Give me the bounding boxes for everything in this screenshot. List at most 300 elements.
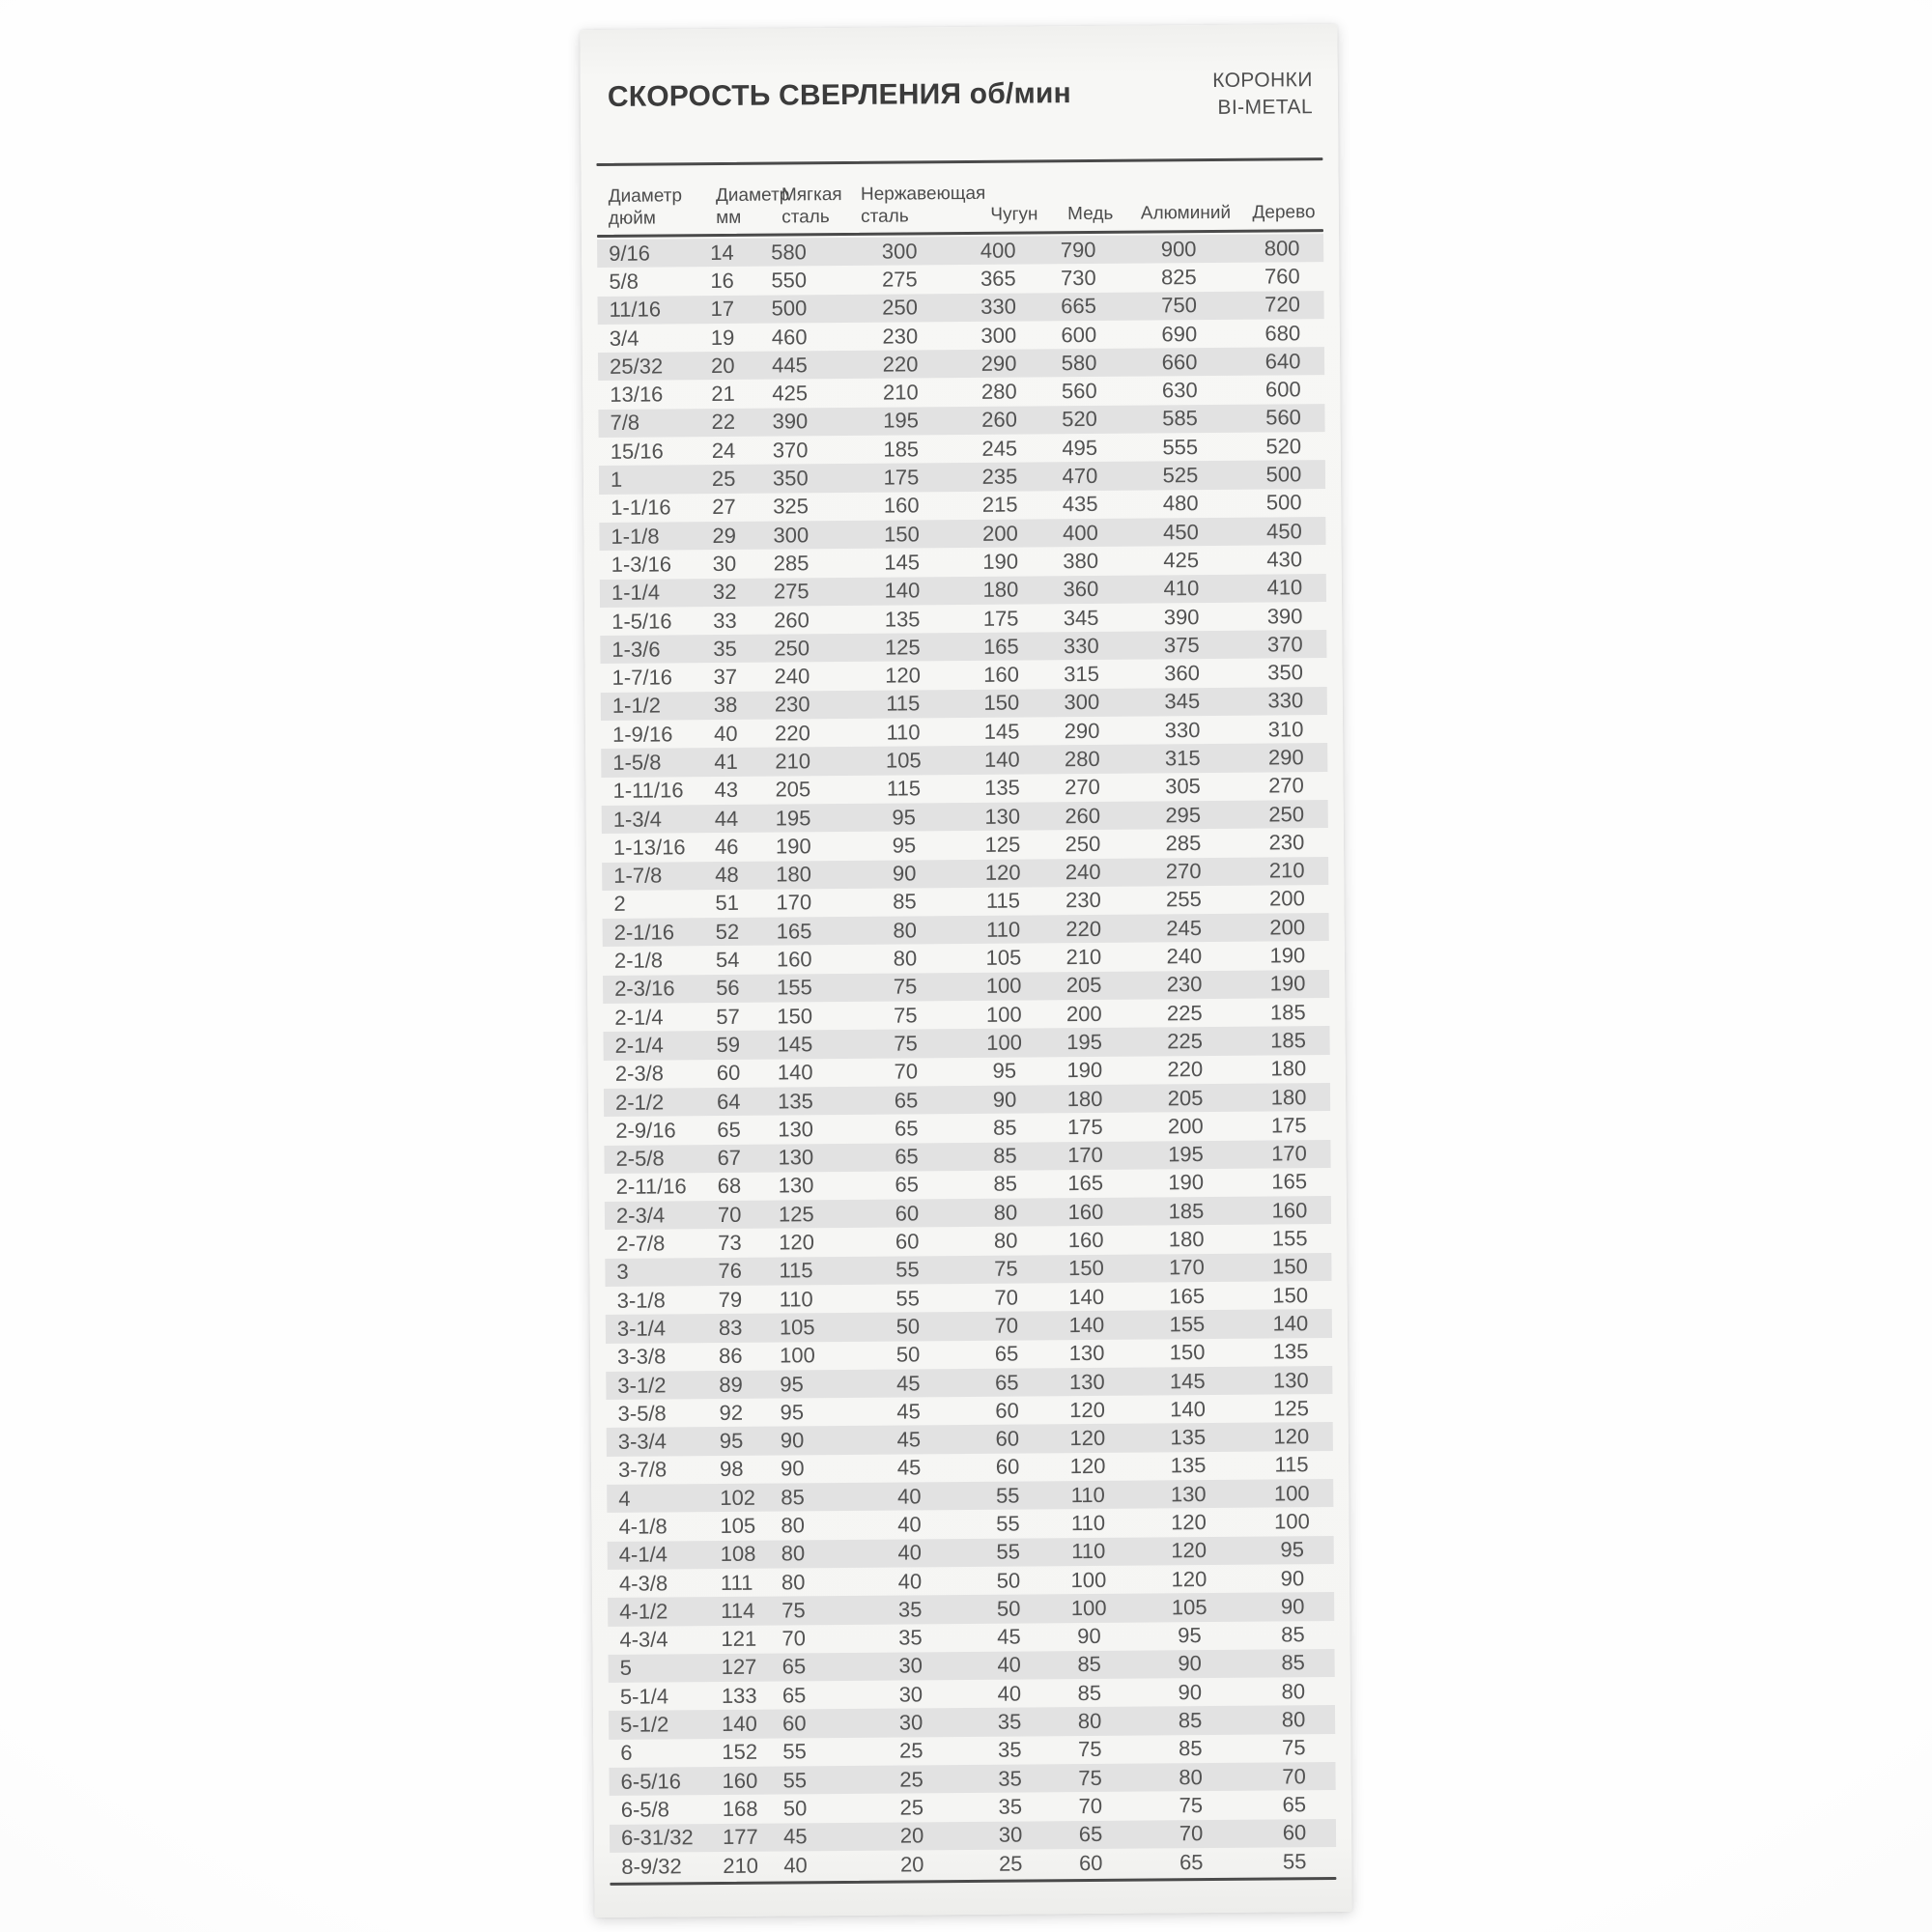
table-cell: 160 bbox=[1067, 1199, 1104, 1224]
table-cell: 3-3/8 bbox=[617, 1344, 667, 1370]
table-cell: 95 bbox=[780, 1400, 805, 1425]
table-cell: 85 bbox=[992, 1115, 1017, 1140]
table-cell: 3-3/4 bbox=[617, 1429, 668, 1454]
table-cell: 2-1/4 bbox=[614, 1033, 664, 1058]
table-cell: 800 bbox=[1264, 235, 1300, 261]
table-cell: 25 bbox=[998, 1851, 1023, 1876]
table-cell: 205 bbox=[775, 777, 811, 802]
table-cell: 585 bbox=[1162, 406, 1198, 431]
table-cell: 2 bbox=[613, 892, 626, 917]
table-cell: 70 bbox=[1179, 1821, 1204, 1846]
table-cell: 285 bbox=[773, 551, 810, 576]
table-cell: 4-1/2 bbox=[619, 1599, 668, 1624]
table-cell: 46 bbox=[714, 834, 739, 859]
table-cell: 170 bbox=[776, 890, 812, 916]
table-cell: 150 bbox=[983, 690, 1020, 716]
table-cell: 25 bbox=[711, 466, 736, 492]
table-cell: 165 bbox=[1271, 1169, 1308, 1194]
table-cell: 89 bbox=[719, 1372, 743, 1397]
table-cell: 190 bbox=[1168, 1170, 1205, 1195]
table-cell: 730 bbox=[1060, 265, 1096, 291]
table-cell: 470 bbox=[1062, 463, 1098, 489]
table-cell: 120 bbox=[779, 1230, 815, 1255]
table-cell: 125 bbox=[984, 832, 1021, 857]
table-cell: 170 bbox=[1067, 1143, 1103, 1168]
table-cell: 180 bbox=[1168, 1227, 1205, 1252]
table-cell: 7/8 bbox=[610, 411, 640, 436]
column-header: Мягкая сталь bbox=[781, 185, 842, 228]
table-cell: 80 bbox=[781, 1513, 806, 1538]
table-cell: 60 bbox=[895, 1201, 920, 1226]
table-cell: 130 bbox=[778, 1145, 814, 1170]
table-cell: 225 bbox=[1166, 1000, 1203, 1026]
column-headers bbox=[582, 168, 1339, 230]
table-cell: 5 bbox=[619, 1656, 633, 1681]
table-cell: 250 bbox=[1065, 831, 1101, 857]
table-cell: 230 bbox=[882, 323, 919, 349]
table-cell: 9/16 bbox=[609, 241, 651, 266]
table-cell: 3-1/2 bbox=[617, 1372, 667, 1398]
table-cell: 114 bbox=[721, 1598, 755, 1623]
table-cell: 520 bbox=[1062, 407, 1097, 432]
table-cell: 120 bbox=[984, 860, 1021, 886]
table-cell: 1-5/8 bbox=[612, 750, 662, 775]
chart-header bbox=[580, 24, 1338, 128]
table-cell: 85 bbox=[993, 1143, 1017, 1168]
table-cell: 3-1/4 bbox=[616, 1316, 667, 1341]
table-cell: 400 bbox=[1062, 520, 1098, 545]
table-cell: 55 bbox=[895, 1257, 920, 1282]
table-cell: 65 bbox=[894, 1087, 919, 1113]
table-cell: 15/16 bbox=[610, 439, 664, 464]
table-cell: 45 bbox=[896, 1370, 921, 1396]
table-cell: 150 bbox=[1067, 1256, 1104, 1281]
table-cell: 168 bbox=[722, 1796, 758, 1821]
table-cell: 130 bbox=[1068, 1369, 1105, 1394]
table-cell: 43 bbox=[714, 778, 739, 803]
table-cell: 110 bbox=[779, 1286, 813, 1312]
table-cell: 8-9/32 bbox=[621, 1853, 682, 1879]
table-cell: 280 bbox=[1064, 746, 1100, 772]
table-cell: 240 bbox=[1166, 944, 1203, 969]
table-cell: 85 bbox=[893, 889, 917, 915]
table-cell: 51 bbox=[715, 891, 740, 916]
table-cell: 150 bbox=[777, 1003, 813, 1029]
table-cell: 305 bbox=[1165, 774, 1201, 799]
table-cell: 160 bbox=[983, 662, 1020, 687]
table-cell: 90 bbox=[1178, 1651, 1202, 1676]
table-cell: 80 bbox=[1281, 1707, 1306, 1732]
table-cell: 140 bbox=[1272, 1311, 1309, 1336]
table-cell: 1-3/4 bbox=[612, 807, 663, 832]
table-cell: 130 bbox=[778, 1173, 814, 1198]
table-cell: 115 bbox=[886, 691, 921, 717]
table-cell: 60 bbox=[995, 1426, 1020, 1451]
table-cell: 185 bbox=[1269, 999, 1306, 1025]
table-cell: 400 bbox=[980, 238, 1016, 263]
table-cell: 120 bbox=[1273, 1424, 1310, 1449]
table-cell: 135 bbox=[777, 1088, 813, 1114]
table-cell: 275 bbox=[881, 267, 918, 292]
table-cell: 390 bbox=[1266, 603, 1303, 629]
table-cell: 60 bbox=[895, 1229, 920, 1254]
table-cell: 580 bbox=[771, 239, 807, 265]
table-cell: 555 bbox=[1162, 434, 1199, 460]
table-cell: 260 bbox=[774, 607, 810, 633]
table-cell: 130 bbox=[1068, 1341, 1105, 1366]
table-cell: 410 bbox=[1163, 576, 1200, 601]
table-cell: 380 bbox=[1063, 548, 1099, 574]
table-cell: 73 bbox=[718, 1230, 742, 1256]
table-cell: 70 bbox=[894, 1059, 919, 1084]
table-cell: 75 bbox=[893, 974, 918, 999]
table-cell: 16 bbox=[710, 268, 734, 293]
table-cell: 245 bbox=[1166, 915, 1203, 941]
table-cell: 95 bbox=[719, 1428, 744, 1454]
table-cell: 220 bbox=[1167, 1057, 1204, 1082]
table-cell: 17 bbox=[710, 297, 735, 322]
table-cell: 100 bbox=[1070, 1567, 1107, 1592]
table-cell: 60 bbox=[995, 1398, 1019, 1423]
table-cell: 4 bbox=[618, 1486, 631, 1511]
table-cell: 33 bbox=[713, 608, 737, 633]
table-cell: 55 bbox=[996, 1511, 1020, 1536]
table-cell: 110 bbox=[1071, 1539, 1106, 1564]
table-cell: 145 bbox=[983, 719, 1020, 744]
table-cell: 760 bbox=[1264, 264, 1300, 289]
table-cell: 250 bbox=[882, 295, 919, 320]
table-cell: 2-11/16 bbox=[615, 1174, 687, 1200]
table-cell: 35 bbox=[997, 1737, 1022, 1763]
table-cell: 35 bbox=[897, 1597, 923, 1622]
table-cell: 285 bbox=[1165, 830, 1202, 856]
table-cell: 65 bbox=[781, 1683, 807, 1708]
table-cell: 90 bbox=[1077, 1624, 1101, 1649]
table-cell: 52 bbox=[715, 919, 740, 944]
table-cell: 79 bbox=[718, 1287, 743, 1312]
table-cell: 210 bbox=[775, 749, 811, 774]
table-cell: 80 bbox=[781, 1569, 806, 1595]
table-cell: 135 bbox=[1170, 1425, 1207, 1450]
table-cell: 210 bbox=[1065, 944, 1102, 970]
table-cell: 67 bbox=[717, 1145, 742, 1171]
table-cell: 290 bbox=[1064, 718, 1100, 743]
table-cell: 180 bbox=[1066, 1086, 1103, 1111]
table-cell: 80 bbox=[1281, 1679, 1306, 1704]
table-cell: 75 bbox=[1281, 1735, 1306, 1760]
table-cell: 150 bbox=[1271, 1254, 1308, 1279]
table-cell: 25/32 bbox=[609, 354, 664, 379]
table-cell: 330 bbox=[1164, 717, 1201, 743]
table-cell: 2-3/4 bbox=[615, 1203, 666, 1228]
speed-table bbox=[597, 234, 1336, 1881]
table-cell: 260 bbox=[1065, 803, 1101, 828]
table-cell: 300 bbox=[773, 522, 810, 548]
table-cell: 1-9/16 bbox=[611, 722, 673, 747]
column-header: Нержавеющая сталь bbox=[860, 184, 986, 227]
table-cell: 90 bbox=[780, 1456, 805, 1481]
table-cell: 68 bbox=[717, 1174, 742, 1199]
table-cell: 64 bbox=[716, 1089, 741, 1114]
table-cell: 580 bbox=[1061, 350, 1097, 376]
table-cell: 85 bbox=[993, 1172, 1018, 1197]
table-cell: 190 bbox=[775, 834, 811, 859]
table-cell: 220 bbox=[1065, 916, 1102, 941]
table-cell: 98 bbox=[719, 1457, 744, 1482]
table-cell: 95 bbox=[892, 804, 917, 830]
table-cell: 60 bbox=[995, 1454, 1020, 1480]
table-cell: 115 bbox=[779, 1258, 813, 1283]
table-cell: 200 bbox=[981, 521, 1018, 546]
table-cell: 1-1/16 bbox=[611, 495, 671, 521]
table-cell: 90 bbox=[1178, 1679, 1203, 1705]
table-cell: 280 bbox=[980, 379, 1017, 404]
table-cell: 350 bbox=[772, 466, 809, 491]
table-cell: 6-31/32 bbox=[620, 1825, 694, 1851]
table-cell: 65 bbox=[994, 1370, 1019, 1395]
table-cell: 270 bbox=[1065, 775, 1100, 800]
table-cell: 2-3/16 bbox=[614, 976, 675, 1002]
table-cell: 290 bbox=[1267, 745, 1304, 770]
table-cell: 200 bbox=[1065, 1001, 1102, 1026]
table-cell: 425 bbox=[1163, 548, 1200, 573]
table-cell: 1-1/8 bbox=[611, 524, 660, 549]
table-cell: 100 bbox=[985, 1002, 1022, 1027]
table-cell: 85 bbox=[1178, 1736, 1203, 1761]
divider-top bbox=[596, 157, 1322, 166]
column-header: Алюминий bbox=[1140, 202, 1232, 224]
table-cell: 56 bbox=[716, 976, 740, 1001]
table-cell: 1-7/16 bbox=[611, 665, 673, 690]
table-cell: 100 bbox=[1274, 1509, 1310, 1534]
table-cell: 115 bbox=[1274, 1452, 1309, 1477]
column-header: Диаметр дюйм bbox=[608, 185, 683, 229]
table-cell: 108 bbox=[720, 1542, 756, 1567]
table-cell: 445 bbox=[771, 353, 808, 378]
table-cell: 25 bbox=[899, 1767, 923, 1792]
table-cell: 3-7/8 bbox=[617, 1457, 668, 1483]
table-cell: 35 bbox=[997, 1709, 1022, 1734]
table-cell: 160 bbox=[722, 1768, 758, 1793]
table-cell: 120 bbox=[1069, 1397, 1106, 1422]
table-cell: 95 bbox=[992, 1058, 1017, 1084]
table-cell: 45 bbox=[896, 1455, 922, 1480]
table-cell: 125 bbox=[1273, 1396, 1310, 1421]
table-cell: 55 bbox=[995, 1483, 1020, 1508]
table-cell: 65 bbox=[1179, 1849, 1204, 1874]
table-cell: 121 bbox=[721, 1626, 757, 1652]
table-cell: 235 bbox=[981, 464, 1018, 489]
table-cell: 102 bbox=[720, 1485, 756, 1510]
table-cell: 325 bbox=[773, 494, 810, 519]
table-cell: 41 bbox=[714, 749, 738, 775]
table-cell: 205 bbox=[1065, 973, 1102, 998]
table-cell: 55 bbox=[782, 1767, 808, 1793]
table-cell: 75 bbox=[1179, 1793, 1204, 1818]
table-cell: 22 bbox=[711, 410, 736, 435]
table-cell: 560 bbox=[1265, 405, 1301, 430]
table-cell: 50 bbox=[996, 1596, 1021, 1621]
table-cell: 350 bbox=[1267, 660, 1304, 685]
table-cell: 6-5/8 bbox=[620, 1797, 670, 1822]
table-cell: 290 bbox=[980, 351, 1017, 376]
table-cell: 175 bbox=[883, 465, 920, 490]
table-cell: 57 bbox=[716, 1004, 740, 1029]
table-cell: 300 bbox=[1064, 690, 1100, 715]
table-cell: 165 bbox=[982, 634, 1019, 659]
table-cell: 1-7/8 bbox=[613, 863, 663, 889]
table-cell: 195 bbox=[1168, 1142, 1204, 1167]
table-cell: 48 bbox=[715, 863, 739, 888]
table-cell: 140 bbox=[722, 1711, 757, 1737]
table-cell: 110 bbox=[986, 917, 1021, 942]
table-cell: 45 bbox=[896, 1427, 922, 1452]
table-cell: 75 bbox=[894, 1031, 918, 1056]
table-cell: 315 bbox=[1164, 746, 1201, 771]
column-header: Чугун bbox=[990, 203, 1038, 225]
table-cell: 360 bbox=[1063, 577, 1099, 602]
table-cell: 44 bbox=[714, 806, 739, 831]
table-cell: 1-3/6 bbox=[611, 637, 661, 662]
table-cell: 175 bbox=[982, 606, 1019, 631]
table-cell: 83 bbox=[718, 1315, 743, 1340]
table-cell: 30 bbox=[898, 1682, 923, 1707]
table-cell: 330 bbox=[1267, 688, 1304, 713]
table-cell: 75 bbox=[894, 1003, 918, 1028]
table-cell: 500 bbox=[1265, 490, 1302, 515]
table-cell: 20 bbox=[899, 1851, 924, 1877]
table-cell: 225 bbox=[1167, 1029, 1204, 1054]
table-cell: 110 bbox=[1070, 1482, 1105, 1507]
table-cell: 120 bbox=[1171, 1538, 1208, 1563]
table-cell: 180 bbox=[776, 862, 812, 887]
table-cell: 150 bbox=[883, 521, 920, 547]
table-cell: 133 bbox=[721, 1683, 757, 1708]
table-cell: 365 bbox=[980, 266, 1016, 291]
table-cell: 5-1/4 bbox=[619, 1684, 669, 1709]
table-cell: 14 bbox=[710, 240, 734, 265]
table-cell: 230 bbox=[774, 692, 810, 717]
table-cell: 65 bbox=[895, 1144, 919, 1169]
table-cell: 195 bbox=[775, 805, 811, 831]
table-cell: 125 bbox=[778, 1201, 814, 1227]
table-cell: 127 bbox=[721, 1655, 757, 1680]
table-cell: 85 bbox=[781, 1485, 805, 1510]
column-header: Диаметр мм bbox=[715, 185, 790, 228]
table-cell: 145 bbox=[1169, 1368, 1206, 1393]
table-cell: 115 bbox=[985, 889, 1021, 914]
table-cell: 190 bbox=[982, 549, 1019, 574]
table-cell: 2-5/8 bbox=[615, 1146, 665, 1171]
table-cell: 1-1/2 bbox=[611, 693, 662, 719]
table-cell: 145 bbox=[884, 550, 921, 575]
table-cell: 2-9/16 bbox=[615, 1118, 676, 1143]
table-cell: 20 bbox=[710, 353, 735, 378]
table-cell: 45 bbox=[782, 1824, 808, 1849]
table-cell: 690 bbox=[1161, 321, 1198, 346]
table-cell: 11/16 bbox=[609, 297, 662, 323]
table-cell: 55 bbox=[1282, 1848, 1307, 1874]
table-cell: 630 bbox=[1161, 378, 1198, 403]
table-cell: 65 bbox=[717, 1117, 741, 1142]
table-cell: 20 bbox=[899, 1823, 924, 1848]
table-cell: 27 bbox=[712, 495, 736, 520]
table-cell: 90 bbox=[992, 1087, 1017, 1112]
table-cell: 185 bbox=[1168, 1198, 1205, 1224]
table-cell: 1 bbox=[610, 467, 623, 492]
table-cell: 45 bbox=[997, 1624, 1021, 1649]
table-cell: 65 bbox=[1078, 1822, 1103, 1847]
table-cell: 115 bbox=[886, 776, 922, 801]
table-cell: 140 bbox=[777, 1060, 813, 1085]
table-cell: 750 bbox=[1161, 293, 1198, 318]
table-cell: 105 bbox=[779, 1315, 815, 1340]
table-cell: 160 bbox=[776, 947, 812, 972]
table-cell: 90 bbox=[892, 861, 917, 886]
table-cell: 25 bbox=[899, 1795, 924, 1820]
table-cell: 70 bbox=[717, 1202, 742, 1227]
table-cell: 25 bbox=[898, 1738, 923, 1763]
page-title: СКОРОСТЬ СВЕРЛЕНИЯ об/мин bbox=[607, 77, 1071, 113]
table-cell: 55 bbox=[782, 1739, 807, 1764]
table-cell: 390 bbox=[1163, 604, 1200, 629]
table-cell: 600 bbox=[1264, 377, 1301, 402]
table-cell: 660 bbox=[1161, 349, 1198, 375]
table-cell: 65 bbox=[994, 1341, 1019, 1366]
table-cell: 680 bbox=[1264, 320, 1301, 346]
table-cell: 70 bbox=[781, 1626, 807, 1651]
table-cell: 50 bbox=[895, 1314, 921, 1339]
table-cell: 35 bbox=[713, 636, 737, 661]
table-cell: 6 bbox=[620, 1741, 633, 1766]
table-cell: 3 bbox=[616, 1260, 629, 1285]
table-cell: 65 bbox=[1282, 1792, 1307, 1817]
table-cell: 140 bbox=[983, 747, 1020, 772]
table-cell: 140 bbox=[1170, 1396, 1207, 1422]
table-cell: 120 bbox=[1171, 1510, 1207, 1535]
table-cell: 190 bbox=[1269, 943, 1306, 968]
table-cell: 29 bbox=[712, 523, 737, 548]
table-cell: 40 bbox=[896, 1484, 922, 1509]
table-cell: 2-7/8 bbox=[616, 1231, 666, 1256]
product-name-line2: BI-METAL bbox=[1217, 96, 1314, 120]
table-cell: 230 bbox=[1065, 888, 1101, 913]
table-cell: 100 bbox=[986, 1030, 1023, 1055]
table-cell: 111 bbox=[720, 1570, 753, 1595]
table-cell: 80 bbox=[1077, 1709, 1102, 1734]
table-cell: 40 bbox=[997, 1681, 1022, 1706]
table-cell: 2-1/4 bbox=[614, 1005, 664, 1030]
table-cell: 500 bbox=[1265, 462, 1302, 487]
table-cell: 65 bbox=[894, 1116, 919, 1141]
table-cell: 130 bbox=[984, 804, 1021, 829]
table-cell: 370 bbox=[772, 437, 809, 463]
table-cell: 21 bbox=[711, 381, 735, 407]
table-cell: 2-1/16 bbox=[613, 920, 675, 945]
table-cell: 80 bbox=[893, 946, 918, 971]
table-cell: 35 bbox=[998, 1794, 1023, 1819]
table-cell: 40 bbox=[713, 721, 738, 746]
table-cell: 70 bbox=[994, 1313, 1019, 1338]
table-cell: 35 bbox=[998, 1766, 1022, 1791]
table-cell: 40 bbox=[897, 1540, 923, 1565]
table-cell: 3-5/8 bbox=[617, 1401, 667, 1426]
table-cell: 160 bbox=[1067, 1227, 1104, 1253]
table-cell: 220 bbox=[774, 720, 810, 746]
table-cell: 430 bbox=[1266, 547, 1303, 572]
table-cell: 55 bbox=[996, 1539, 1021, 1565]
table-cell: 85 bbox=[1281, 1650, 1305, 1675]
